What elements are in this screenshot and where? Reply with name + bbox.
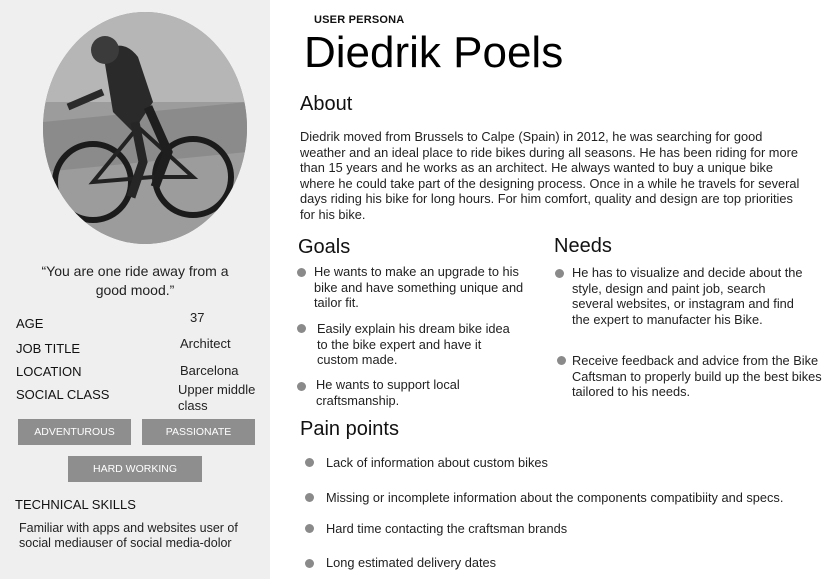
pain-points-title: Pain points: [300, 418, 399, 440]
bullet-icon: [297, 324, 306, 333]
social-class-value: Upper middle class: [178, 382, 256, 413]
persona-kicker: USER PERSONA: [314, 14, 405, 26]
goal-item: He wants to make an upgrade to his bike and have something unique and tailor fit.: [314, 264, 524, 311]
about-text: Diedrik moved from Brussels to Calpe (Spain) in 2012, he was searching for good weather and an ideal place to ride bikes during all seasons. He has been riding for more than 15 years and he works as an architect. He always wanted to buy a unique bike where he could take part of the designing process. Once in a while he travels for several days riding his bike for long hours. For him comfort, quality and design are top priorities for his bike.: [300, 129, 800, 222]
job-title-value: Architect: [180, 336, 231, 351]
goal-item: He wants to support local craftsmanship.: [316, 377, 460, 408]
age-label: AGE: [16, 316, 44, 331]
bullet-icon: [297, 382, 306, 391]
pain-point-item: Hard time contacting the craftsman brands: [326, 521, 568, 536]
bullet-icon: [557, 356, 566, 365]
pain-point-item: Lack of information about custom bikes: [326, 455, 548, 470]
pain-point-item: Missing or incomplete information about the components compatibiity and specs.: [326, 490, 784, 505]
bullet-icon: [305, 524, 314, 533]
trait-badge: PASSIONATE: [142, 419, 255, 445]
social-class-label: SOCIAL CLASS: [16, 387, 110, 402]
persona-sidebar: [0, 0, 270, 579]
needs-title: Needs: [554, 235, 612, 257]
pain-point-item: Long estimated delivery dates: [326, 555, 497, 570]
bullet-icon: [305, 493, 314, 502]
trait-badge: ADVENTUROUS: [18, 419, 131, 445]
need-item: Receive feedback and advice from the Bike Caftsman to properly build up the best bikes tailored to his needs.: [572, 353, 822, 400]
goal-item: Easily explain his dream bike idea to the bike expert and have it custom made.: [317, 321, 510, 368]
goals-title: Goals: [298, 236, 351, 258]
persona-name: Diedrik Poels: [304, 28, 564, 77]
technical-skills-text: Familiar with apps and websites user of social mediauser of social media-dolor: [19, 521, 238, 550]
bullet-icon: [555, 269, 564, 278]
need-item: He has to visualize and decide about the style, design and paint job, search several websites, or instagram and find the expert to manufacter his Bike.: [572, 265, 803, 327]
persona-quote: “You are one ride away from a good mood.”: [41, 263, 229, 298]
cyclist-photo-icon: [43, 12, 247, 244]
about-title: About: [300, 93, 353, 115]
bullet-icon: [297, 268, 306, 277]
bullet-icon: [305, 458, 314, 467]
job-title-label: JOB TITLE: [16, 341, 81, 356]
location-value: Barcelona: [180, 363, 239, 378]
avatar: [43, 12, 247, 244]
technical-skills-title: TECHNICAL SKILLS: [15, 497, 136, 512]
location-label: LOCATION: [16, 364, 82, 379]
age-value: 37: [190, 310, 205, 325]
trait-badge: HARD WORKING: [68, 456, 202, 482]
bullet-icon: [305, 559, 314, 568]
